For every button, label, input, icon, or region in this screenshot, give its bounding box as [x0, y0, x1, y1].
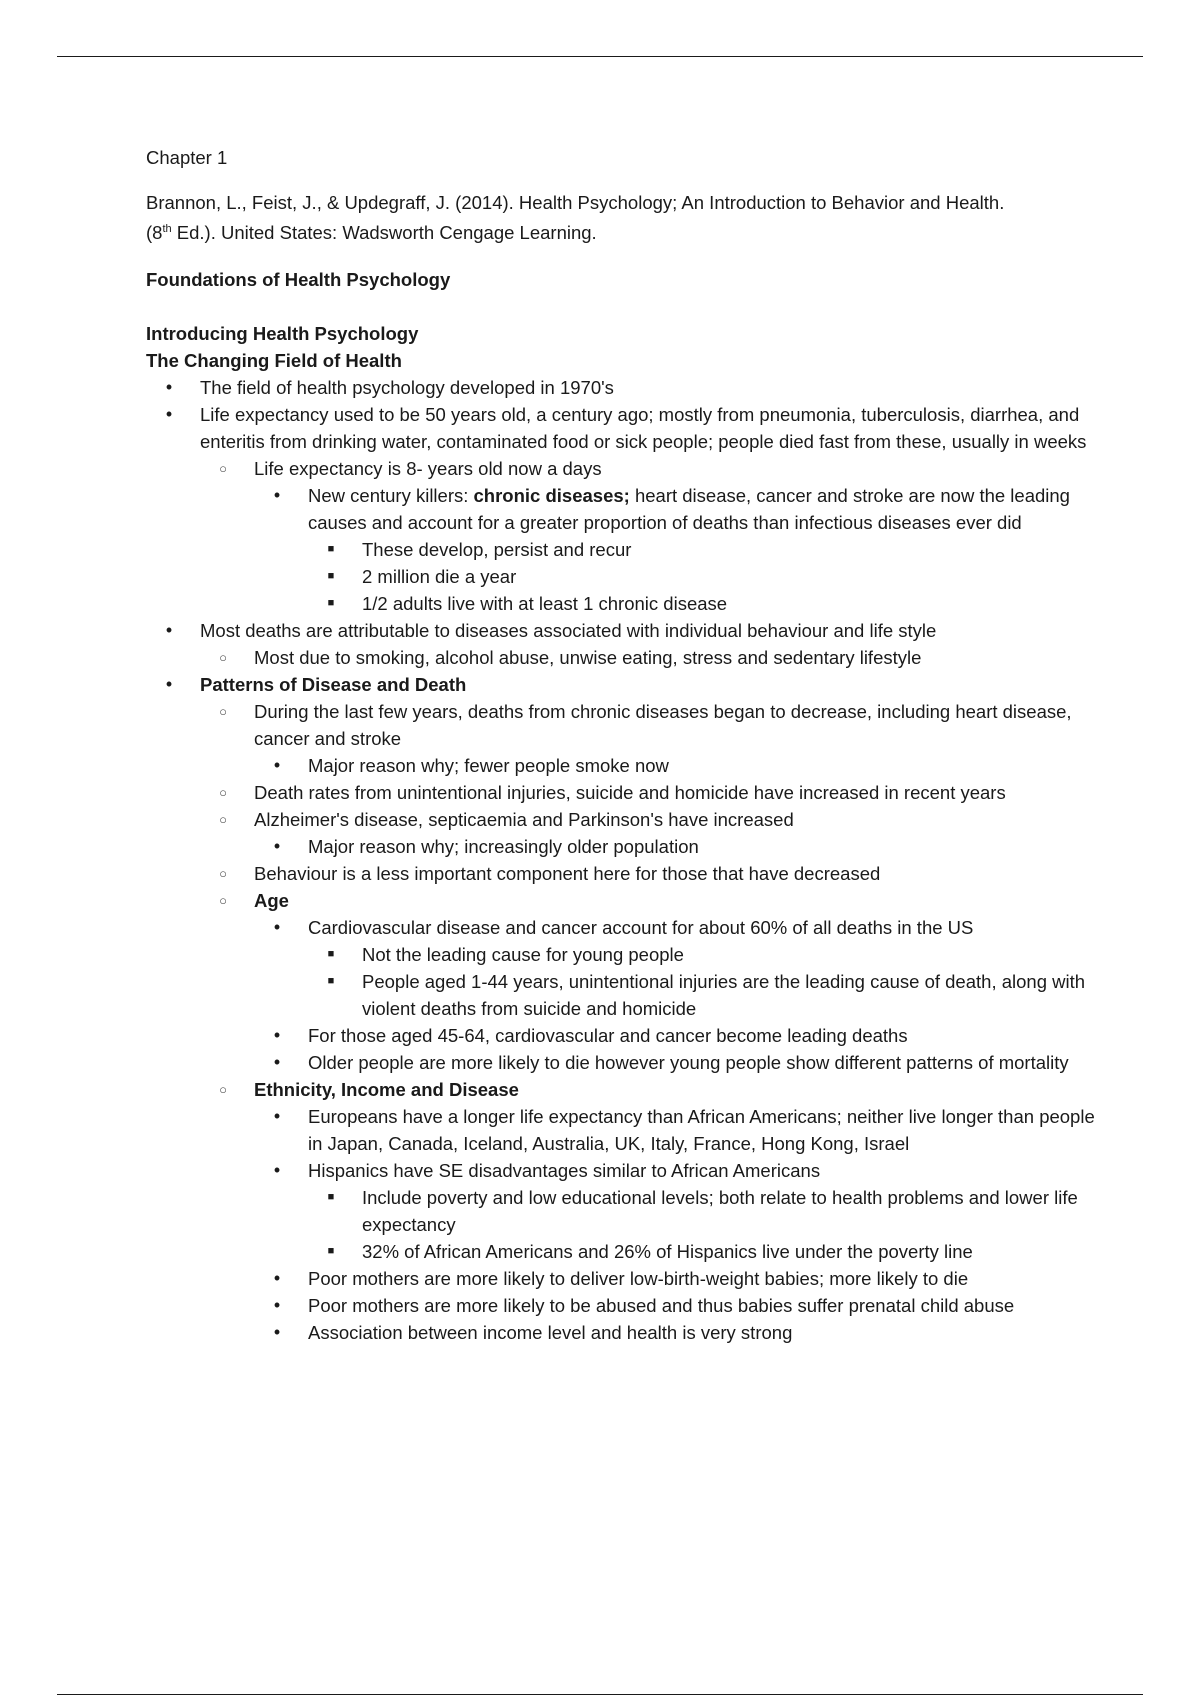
citation: [146, 189, 1096, 246]
bullet-disc-icon: •: [273, 1052, 281, 1073]
bullet-disc-icon: •: [273, 917, 281, 938]
bottom-rule: [57, 1694, 1143, 1695]
bullet-square-icon: ■: [327, 1191, 335, 1204]
list-item: • Cardiovascular disease and cancer account for about 60% of all deaths in the US: [146, 914, 1096, 941]
list-item: ○ Life expectancy is 8- years old now a days: [146, 455, 1096, 482]
list-item: • Older people are more likely to die however young people show different patterns of mortality: [146, 1049, 1096, 1076]
bullet-square-icon: ■: [327, 948, 335, 961]
section-title: Foundations of Health Psychology: [146, 269, 451, 291]
list-item: ○ During the last few years, deaths from chronic diseases began to decrease, including heart disease, cancer and stroke: [146, 698, 1096, 752]
list-item: ○ Alzheimer's disease, septicaemia and Parkinson's have increased: [146, 806, 1096, 833]
subsubsection-title: The Changing Field of Health: [146, 350, 402, 372]
list-item: • For those aged 45-64, cardiovascular and cancer become leading deaths: [146, 1022, 1096, 1049]
bullet-circle-icon: ○: [219, 461, 227, 477]
list-item: • Major reason why; fewer people smoke now: [146, 752, 1096, 779]
list-item: ■ Include poverty and low educational levels; both relate to health problems and lower life expectancy: [146, 1184, 1096, 1238]
bullet-disc-icon: •: [273, 1025, 281, 1046]
bullet-circle-icon: ○: [219, 866, 227, 882]
bullet-disc-icon: •: [273, 1295, 281, 1316]
bullet-disc-icon: •: [273, 1106, 281, 1127]
bullet-disc-icon: •: [165, 674, 173, 695]
bullet-disc-icon: •: [273, 755, 281, 776]
bullet-square-icon: ■: [327, 597, 335, 610]
list-item: • The field of health psychology developed in 1970's: [146, 374, 1096, 401]
list-item: • Europeans have a longer life expectancy than African Americans; neither live longer than people in Japan, Canada, Iceland, Australia, UK, Italy, France, Hong Kong, Israel: [146, 1103, 1096, 1157]
bullet-disc-icon: •: [273, 836, 281, 857]
bullet-disc-icon: •: [273, 1322, 281, 1343]
top-rule: [57, 56, 1143, 57]
list-item: ■ 2 million die a year: [146, 563, 1096, 590]
list-item: • New century killers: chronic diseases; heart disease, cancer and stroke are now the leading causes and account for a greater proportion of deaths than infectious diseases ever did: [146, 482, 1096, 536]
list-item: • Poor mothers are more likely to be abused and thus babies suffer prenatal child abuse: [146, 1292, 1096, 1319]
list-item: ○ Most due to smoking, alcohol abuse, unwise eating, stress and sedentary lifestyle: [146, 644, 1096, 671]
bullet-circle-icon: ○: [219, 704, 227, 720]
list-item: • Patterns of Disease and Death: [146, 671, 1096, 698]
bullet-disc-icon: •: [165, 377, 173, 398]
bullet-circle-icon: ○: [219, 1082, 227, 1098]
list-item: ○ Behaviour is a less important component here for those that have decreased: [146, 860, 1096, 887]
citation-line-2: (8th Ed.). United States: Wadsworth Cengage Learning.: [146, 222, 597, 244]
subsection-title: Introducing Health Psychology: [146, 323, 419, 345]
list-item: ■ Not the leading cause for young people: [146, 941, 1096, 968]
bullet-square-icon: ■: [327, 570, 335, 583]
citation-line-1: Brannon, L., Feist, J., & Updegraff, J. (2014). Health Psychology; An Introduction to Behavior and Health.: [146, 192, 1005, 213]
list-item: ■ 1/2 adults live with at least 1 chronic disease: [146, 590, 1096, 617]
bullet-square-icon: ■: [327, 1245, 335, 1258]
chapter-label: Chapter 1: [146, 147, 228, 168]
list-item: • Association between income level and health is very strong: [146, 1319, 1096, 1346]
list-item: • Life expectancy used to be 50 years old, a century ago; mostly from pneumonia, tuberculosis, diarrhea, and enteritis from drinking water, contaminated food or sick people; people died fast from these, usually in weeks: [146, 401, 1096, 455]
bullet-disc-icon: •: [273, 485, 281, 506]
list-item: • Major reason why; increasingly older population: [146, 833, 1096, 860]
document-body: [146, 144, 1096, 1346]
list-item: • Most deaths are attributable to diseases associated with individual behaviour and life style: [146, 617, 1096, 644]
list-item: ○ Age: [146, 887, 1096, 914]
list-item: ○ Ethnicity, Income and Disease: [146, 1076, 1096, 1103]
bullet-disc-icon: •: [273, 1160, 281, 1181]
list-item: • Hispanics have SE disadvantages similar to African Americans: [146, 1157, 1096, 1184]
list-item: • Poor mothers are more likely to deliver low-birth-weight babies; more likely to die: [146, 1265, 1096, 1292]
bullet-square-icon: ■: [327, 975, 335, 988]
bullet-disc-icon: •: [273, 1268, 281, 1289]
bullet-disc-icon: •: [165, 404, 173, 425]
bullet-circle-icon: ○: [219, 893, 227, 909]
list-item: ○ Death rates from unintentional injuries, suicide and homicide have increased in recent years: [146, 779, 1096, 806]
bullet-disc-icon: •: [165, 620, 173, 641]
bullet-circle-icon: ○: [219, 785, 227, 801]
bullet-square-icon: ■: [327, 543, 335, 556]
bullet-circle-icon: ○: [219, 650, 227, 666]
list-item: ■ People aged 1-44 years, unintentional injuries are the leading cause of death, along with violent deaths from suicide and homicide: [146, 968, 1096, 1022]
list-item: ■ 32% of African Americans and 26% of Hispanics live under the poverty line: [146, 1238, 1096, 1265]
bullet-circle-icon: ○: [219, 812, 227, 828]
list-item: ■ These develop, persist and recur: [146, 536, 1096, 563]
